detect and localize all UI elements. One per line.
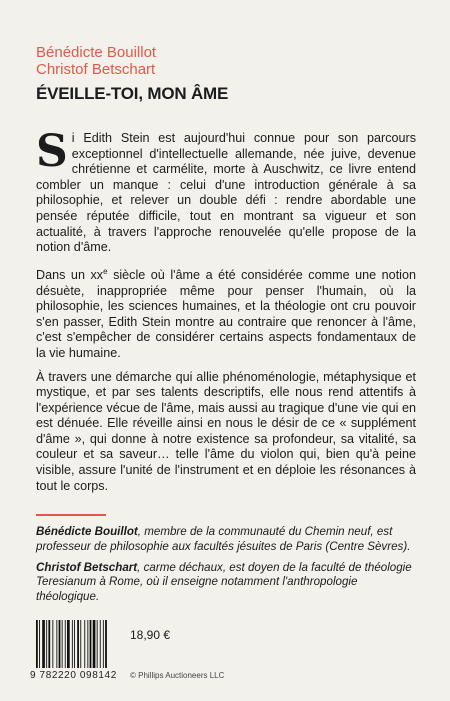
book-title: ÉVEILLE-TOI, MON ÂME — [36, 84, 229, 103]
barcode-image — [34, 620, 116, 672]
author-name: Christof Betschart — [36, 61, 156, 78]
author-name: Bénédicte Bouillot — [36, 44, 157, 61]
author-bios — [36, 525, 416, 611]
authors — [36, 44, 156, 78]
photo-credit: © Phillips Auctioneers LLC — [130, 671, 225, 680]
paragraph-1 — [36, 126, 416, 256]
paragraph-text: i Edith Stein est aujourd'hui connue pour son parcours exceptionnel d'intellectuelle allemande, née juive, devenue chrétienne et carmélite, morte à Auschwitz, ce livre entend combler un manque : celui d'une introduction générale à sa philosophie, et relever un double défi : rendre abordable une pensée réputée difficile, tout en montrant sa vigueur et son actualité, à travers l'approche renouvelée qu'elle propose de la notion d'âme. — [36, 131, 416, 255]
bio — [36, 525, 416, 555]
bio-name: Bénédicte Bouillot — [36, 525, 138, 538]
drop-cap: S — [36, 126, 68, 177]
paragraph-text: Dans un — [36, 267, 91, 282]
divider — [36, 514, 106, 516]
superscript: e — [103, 266, 108, 276]
barcode-digits: 9 782220 098142 — [30, 670, 117, 681]
century-numeral: xx — [90, 267, 104, 282]
bio-text: , membre de la communauté du Chemin neuf, est professeur de philosophie aux facultés jésuites de Paris (Centre Sèvres). — [36, 525, 411, 553]
paragraph-3: À travers une démarche qui allie phénoménologie, métaphysique et mystique, et par ses talents descriptifs, elle nous rend attentifs à l'expérience vécue de l'âme, mais aussi au tragique d'une vie qui en est dénuée. Elle réveille ainsi en nous le désir de ce « supplément d'âme », qui donne à notre existence sa profondeur, sa vitalité, sa couleur et sa saveur… telle l'âme du violon qui, bien qu'à peine visible, assure l'unité de l'instrument et en déploie les résonances à tout le corps. — [36, 369, 416, 493]
paragraph-text: siècle où l'âme a été considérée comme une notion désuète, inappropriée même pour penser l'humain, où la philosophie, les sciences humaines, et la théologie ont cru pouvoir s'en passer, Edith Stein montre au contraire que renoncer à l'âme, c'est s'empêcher de considérer certains aspects fondamentaux de la vie humaine. — [36, 267, 416, 360]
bio-name: Christof Betschart — [36, 560, 138, 574]
bio-text: , carme déchaux, est doyen de la faculté de théologie Teresianum à Rome, où il enseigne notamment l'anthropologie théologique. — [36, 560, 412, 604]
paragraph-2 — [36, 264, 416, 362]
blurb — [36, 126, 416, 502]
price: 18,90 € — [130, 628, 171, 642]
bio — [36, 561, 416, 605]
